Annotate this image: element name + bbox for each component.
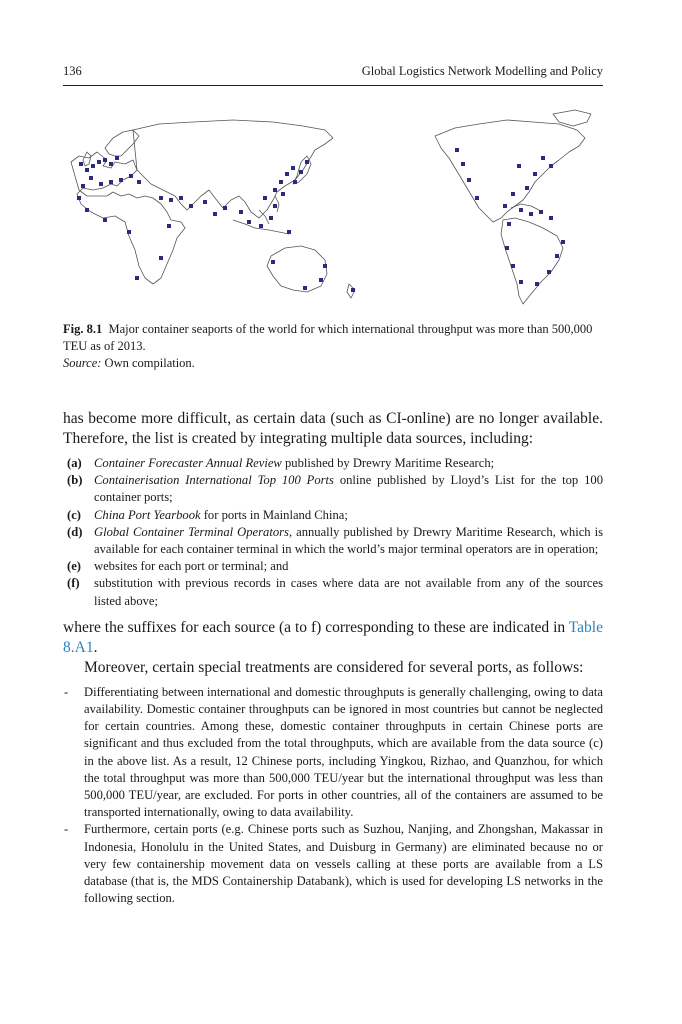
port-marker (293, 180, 297, 184)
port-marker (503, 204, 507, 208)
indonesia-outline (233, 196, 289, 234)
list-marker: (d) (67, 524, 83, 539)
port-marker (319, 278, 323, 282)
list-marker: (b) (67, 473, 83, 488)
list-item (63, 455, 603, 472)
list-item (63, 472, 603, 506)
port-marker (103, 158, 107, 162)
table-8-a1-link[interactable]: Table 8.A1 (63, 618, 603, 656)
intro-paragraph: has become more difficult, as certain data (such as CI-online) are no longer available. Therefore, the list is created by integrating multiple data sources, including: (63, 410, 603, 447)
port-marker (159, 196, 163, 200)
source-title: Global Container Terminal Operators (94, 524, 289, 539)
port-marker (79, 162, 83, 166)
port-marker (549, 216, 553, 220)
port-marker (273, 204, 277, 208)
treatment-list (63, 684, 603, 908)
port-marker (137, 180, 141, 184)
port-marker (109, 180, 113, 184)
source-text: substitution with previous records in cases where data are not available from any of the sources listed above; (94, 576, 603, 608)
port-marker (281, 192, 285, 196)
port-marker (561, 240, 565, 244)
source-text: websites for each port or terminal; and (94, 559, 289, 574)
list-item (63, 558, 603, 575)
moreover-paragraph: Moreover, certain special treatments are considered for several ports, as follows: (84, 658, 584, 676)
port-marker (85, 168, 89, 172)
australia-outline (267, 246, 327, 292)
figure-source-text: Own compilation. (104, 356, 195, 370)
source-title: China Port Yearbook (94, 507, 201, 522)
port-marker (351, 288, 355, 292)
list-item (63, 821, 603, 907)
port-marker (223, 206, 227, 210)
port-marker (287, 230, 291, 234)
port-marker (247, 220, 251, 224)
source-title: Container Forecaster Annual Review (94, 456, 282, 470)
figure-caption-text: Major container seaports of the world for which international throughput was more than 500,000 TEU as of 2013. (63, 322, 593, 353)
port-marker (511, 264, 515, 268)
port-marker (81, 184, 85, 188)
list-item (63, 575, 603, 609)
port-marker (273, 188, 277, 192)
suffix-end: . (93, 638, 98, 656)
page-number: 136 (63, 64, 82, 78)
port-marker (539, 210, 543, 214)
port-marker (517, 164, 521, 168)
port-marker (269, 216, 273, 220)
port-marker (263, 196, 267, 200)
port-marker (529, 212, 533, 216)
port-marker (541, 156, 545, 160)
header-rule (63, 85, 603, 86)
port-marker (533, 172, 537, 176)
port-marker (305, 160, 309, 164)
treatment-text: Furthermore, certain ports (e.g. Chinese ports such as Suzhou, Nanjing, and Zhongshan, Makassar in Indonesia, Honolulu in the United States, and Duisburg in Germany) are eliminated because no or very few containership movement data on vessels calling at these ports are available from a LS database (that is, the MDS Containership Databank), which is used for developing LS networks in the following section. (84, 822, 603, 906)
source-text: published by Drewry Maritime Research; (281, 456, 495, 470)
port-marker (549, 164, 553, 168)
suffix-paragraph (63, 618, 603, 658)
port-marker (129, 174, 133, 178)
suffix-text: where the suffixes for each source (a to f) corresponding to these are indicated in (63, 618, 569, 636)
port-marker (127, 230, 131, 234)
port-marker (279, 180, 283, 184)
port-marker (119, 178, 123, 182)
list-item (63, 507, 603, 524)
port-marker (99, 182, 103, 186)
running-title: Global Logistics Network Modelling and Policy (361, 64, 603, 78)
port-marker (203, 200, 207, 204)
figure-source-label: Source: (63, 356, 102, 370)
south-america-outline (501, 218, 563, 304)
port-marker (511, 192, 515, 196)
figure-label: Fig. 8.1 (63, 322, 103, 336)
treatment-text: Differentiating between international and domestic throughputs is generally challenging, owing to data availability. Domestic container throughputs can be ignored in most countries but cannot be neglected for certain countries. Among these, domestic container throughputs in certain Chinese ports are significant and thus excluded from the total throughputs, which are available from the data source (c) in the above list. As a result, 12 Chinese ports, including Yingkou, Rizhao, and Quanzhou, for which the total throughput was more than 500,000 TEU/year but the international throughput was less than 500,000 TEU/year, are excluded. For ports in other countries, all of the containers are assumed to be transported internationally, owing to data availability. (84, 684, 603, 820)
list-marker: - (64, 822, 69, 837)
port-marker (91, 164, 95, 168)
port-marker (291, 166, 295, 170)
list-marker: (a) (67, 456, 82, 470)
port-marker (525, 186, 529, 190)
port-markers (77, 148, 565, 292)
asia-outline (133, 120, 333, 218)
port-marker (271, 260, 275, 264)
port-marker (259, 224, 263, 228)
figure-caption (63, 321, 603, 372)
port-marker (299, 170, 303, 174)
port-marker (323, 264, 327, 268)
port-marker (467, 178, 471, 182)
port-marker (547, 270, 551, 274)
source-text: for ports in Mainland China; (200, 507, 348, 522)
port-marker (77, 196, 81, 200)
port-marker (159, 256, 163, 260)
list-marker: (f) (67, 576, 80, 591)
port-marker (167, 224, 171, 228)
port-marker (213, 212, 217, 216)
source-text: , annually published by Drewry Maritime Research, which is available for each container terminal in which the world’s major terminal operators are in operation; (94, 524, 603, 557)
coastlines (71, 110, 591, 304)
port-marker (103, 218, 107, 222)
port-marker (455, 148, 459, 152)
page-header (63, 64, 603, 84)
list-marker: (c) (67, 507, 81, 522)
north-america-outline (435, 120, 585, 222)
source-text: online published by Lloyd’s List for the top 100 container ports; (94, 473, 603, 505)
uk-outline (83, 152, 91, 166)
list-item (63, 524, 603, 558)
port-marker (239, 210, 243, 214)
port-marker (85, 208, 89, 212)
world-port-map (63, 100, 603, 312)
port-marker (303, 286, 307, 290)
port-marker (505, 246, 509, 250)
caribbean-outline (511, 204, 539, 210)
port-marker (285, 172, 289, 176)
port-marker (519, 208, 523, 212)
list-marker: - (64, 684, 69, 699)
port-marker (115, 156, 119, 160)
port-marker (135, 276, 139, 280)
port-marker (97, 160, 101, 164)
source-title: Containerisation International Top 100 Ports (94, 473, 334, 488)
port-marker (179, 196, 183, 200)
port-marker (555, 254, 559, 258)
port-marker (189, 204, 193, 208)
body-text (63, 409, 603, 907)
port-marker (89, 176, 93, 180)
port-marker (475, 196, 479, 200)
list-item (63, 684, 603, 822)
port-marker (109, 162, 113, 166)
port-marker (535, 282, 539, 286)
port-marker (169, 198, 173, 202)
source-list (63, 455, 603, 610)
port-marker (519, 280, 523, 284)
port-marker (461, 162, 465, 166)
port-marker (507, 222, 511, 226)
list-marker: (e) (67, 559, 81, 574)
